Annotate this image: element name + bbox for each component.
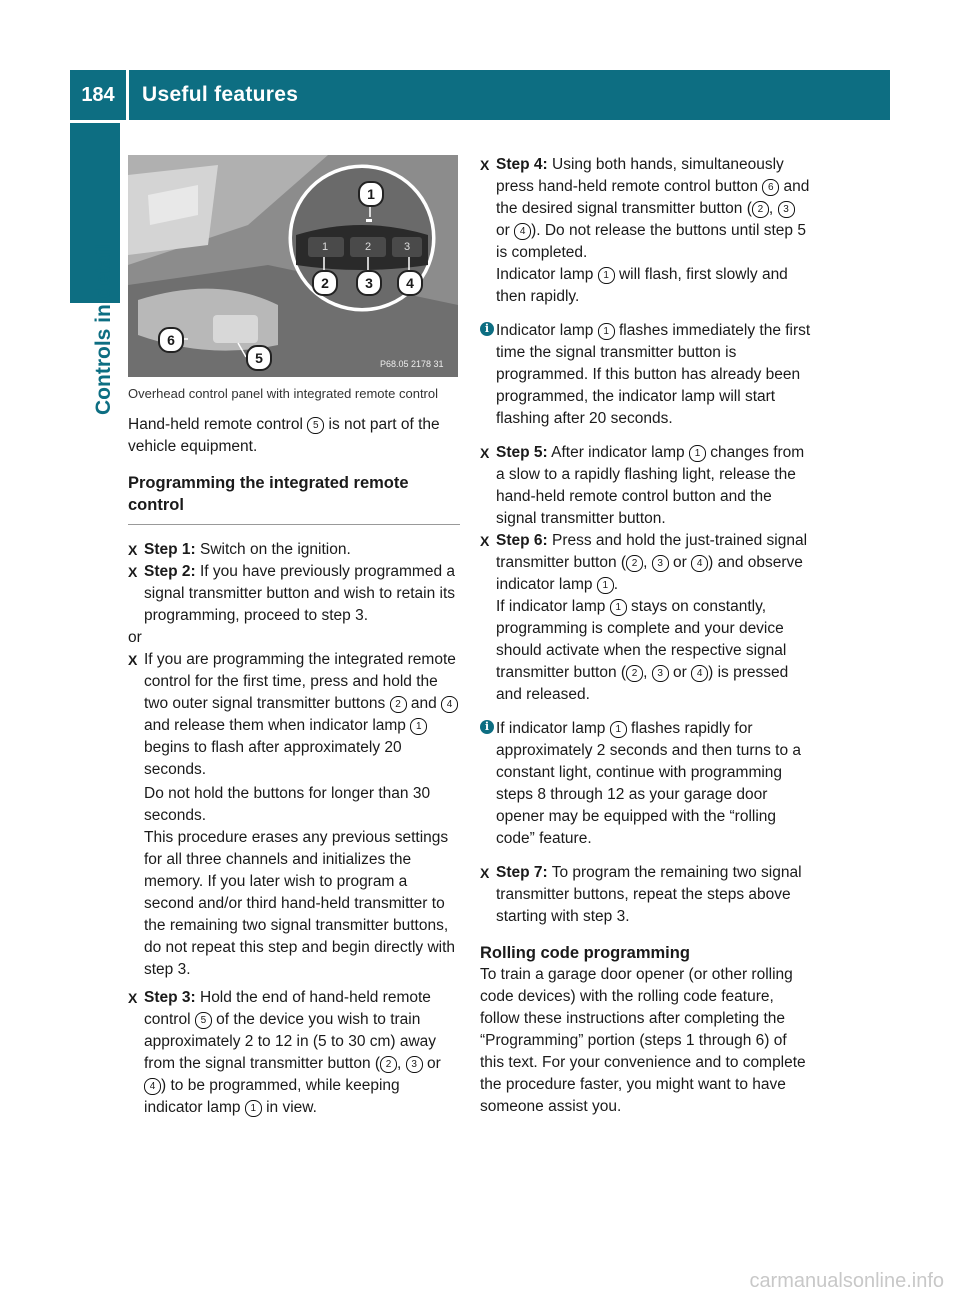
page-header: [70, 70, 890, 120]
step-6: X Step 6: Press and hold the just-trained signal transmitter button ( 2 , 3 or 4 ) and observe indicator lamp 1 . If indicator lamp 1 stays on constantly, programming is complete and your device should activate when the respective signal transmitter button ( 2 , 3 or 4 ) is pressed and released.: [480, 532, 808, 703]
figure-button-label-3: 3: [404, 241, 411, 253]
right-column: [480, 154, 812, 1118]
step-1: X Step 1: Switch on the ignition.: [128, 539, 460, 561]
step-2: X Step 2: If you have previously programmed a signal transmitter button and wish to retain its programming, proceed to step 3.: [128, 563, 456, 624]
left-column: [128, 386, 460, 1119]
info-icon: i: [480, 322, 494, 336]
header-divider: [126, 70, 129, 120]
info-icon: i: [480, 720, 494, 734]
figure-button-label-2: 2: [365, 241, 372, 253]
erase-note: This procedure erases any previous settings for all three channels and initializes the memory. If you later wish to program a second and/or third hand-held transmitter to the remaining two signal transmitter buttons, do not repeat this step and begin directly with step 3.: [144, 829, 456, 978]
or-text: or: [128, 629, 142, 646]
figure-button-label-1: 1: [322, 241, 329, 253]
figure-photo: [128, 155, 458, 377]
rolling-code-heading: Rolling code programming: [480, 944, 690, 962]
step-4: X Step 4: Using both hands, simultaneously press hand-held remote control button 6 and the desired signal transmitter button ( 2 , 3 or 4 ). Do not release the buttons until step 5 is completed. Indicator lamp 1 will flash, first slowly and then rapidly.: [480, 156, 810, 305]
step-3: X Step 3: Hold the end of hand-held remote control 5 of the device you wish to train approximately 2 to 12 in (5 to 30 cm) away from the signal transmitter button ( 2 , 3 or 4 ) to be programmed, while keeping indicator lamp 1 in view.: [128, 989, 441, 1116]
info-note-1: i Indicator lamp 1 flashes immediately the first time the signal transmitter button is programmed. If this button has already been programmed, the indicator lamp will start flashing after 20 seconds.: [480, 320, 812, 430]
callout-3: 3: [356, 270, 382, 296]
callout-4: 4: [397, 270, 423, 296]
section-heading: Programming the integrated remote control: [128, 472, 460, 525]
step-7: X Step 7: To program the remaining two signal transmitter buttons, repeat the steps above starting with step 3.: [480, 864, 802, 925]
arrow-icon: X: [128, 990, 138, 1006]
arrow-icon: X: [480, 445, 490, 461]
hold-note: Do not hold the buttons for longer than 30 seconds.: [144, 785, 431, 824]
figure-caption: Overhead control panel with integrated remote control: [128, 386, 439, 401]
rolling-code-text: To train a garage door opener (or other rolling code devices) with the rolling code feature, follow these instructions after completing the “Programming” portion (steps 1 through 6) of this text. For your convenience and to complete the procedure faster, you might want to have someone assist you.: [480, 966, 806, 1115]
arrow-icon: X: [128, 564, 138, 580]
sidebar-label-wrap: [80, 125, 115, 425]
arrow-icon: X: [128, 542, 138, 558]
step-5: X Step 5: After indicator lamp 1 changes from a slow to a rapidly flashing light, release the hand-held remote control button and the signal transmitter button.: [480, 444, 805, 527]
callout-5: 5: [246, 345, 272, 371]
first-time-step: X If you are programming the integrated remote control for the first time, press and hold the two outer signal transmitter buttons 2 and 4 and release them when indicator lamp 1 begins to flash after approximately 20 seconds. Do not hold the buttons for longer than 30 seconds. This procedure erases any previous settings for all three channels and initializes the memory. If you later wish to program a second and/or third hand-held transmitter to the remaining two signal transmitter buttons, do not repeat this step and begin directly with step 3.: [128, 649, 460, 981]
sidebar-label: Controls in detail: [92, 243, 115, 415]
arrow-icon: X: [480, 865, 490, 881]
page-number: 184: [81, 83, 115, 106]
symbol-5: 5: [307, 417, 324, 434]
figure-image-code: P68.05 2178 31: [380, 359, 444, 369]
arrow-icon: X: [480, 533, 490, 549]
callout-6: 6: [158, 327, 184, 353]
section-title: Useful features: [142, 83, 299, 106]
footer-watermark: carmanualsonline.info: [749, 1270, 944, 1292]
callout-1: 1: [358, 181, 384, 207]
callout-2: 2: [312, 270, 338, 296]
info-note-2: i If indicator lamp 1 flashes rapidly for approximately 2 seconds and then turns to a constant light, continue with programming steps 8 through 12 as your garage door opener may be equipped with the “rolling code” feature.: [480, 718, 812, 850]
arrow-icon: X: [480, 157, 490, 173]
handheld-paragraph: Hand-held remote control 5 is not part of the vehicle equipment.: [128, 416, 440, 455]
arrow-icon: X: [128, 652, 138, 668]
